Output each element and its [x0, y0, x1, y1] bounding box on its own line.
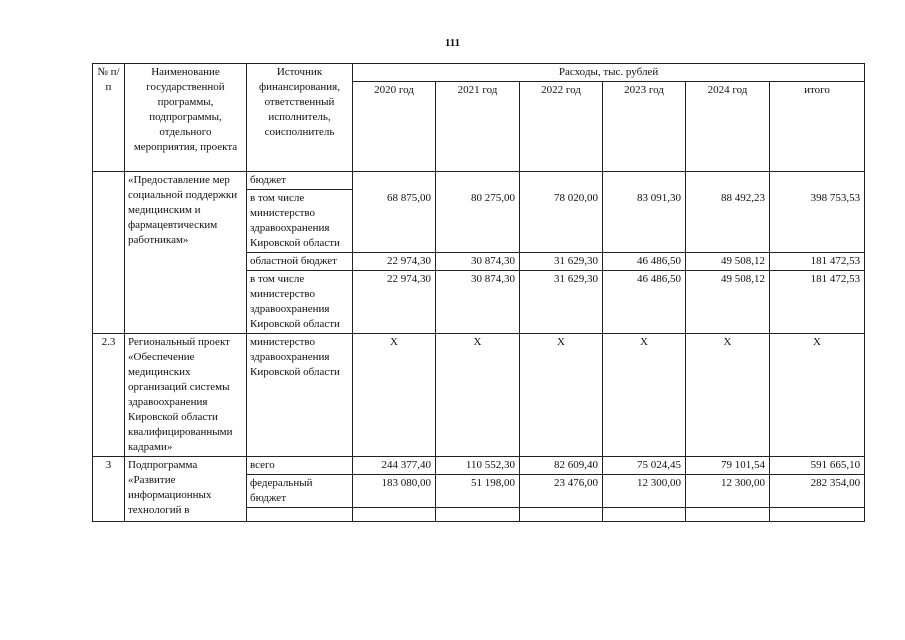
value-2022	[520, 172, 603, 190]
table-row	[93, 334, 865, 457]
value-2022: 23 476,00	[520, 475, 603, 508]
value-2021: 51 198,00	[436, 475, 520, 508]
value-2024: 49 508,12	[686, 253, 770, 271]
value-2024: 49 508,12	[686, 271, 770, 334]
value-total: 282 354,00	[770, 475, 865, 508]
row-number: 2.3	[93, 334, 125, 457]
value-2021	[436, 508, 520, 522]
measure-name: Подпрограмма «Развитие информационных технологий в	[125, 457, 247, 522]
value-2020: X	[353, 334, 436, 457]
value-2020: 22 974,30	[353, 253, 436, 271]
value-2020	[353, 508, 436, 522]
table-row	[93, 457, 865, 475]
measure-name: Региональный проект «Обеспечение медицинских организаций системы здравоохранения Кировской области квалифицированными кадрами»	[125, 334, 247, 457]
value-2020	[353, 172, 436, 190]
value-total: X	[770, 334, 865, 457]
value-2022: X	[520, 334, 603, 457]
value-2024	[686, 172, 770, 190]
funding-source: областной бюджет	[247, 253, 353, 271]
header-source: Источник финансирования, ответственный исполнитель, соисполнитель	[247, 64, 353, 172]
year-header-2023: 2023 год	[603, 82, 686, 172]
year-header-2024: 2024 год	[686, 82, 770, 172]
value-2024: X	[686, 334, 770, 457]
value-total: 398 753,53	[770, 190, 865, 253]
value-2021: X	[436, 334, 520, 457]
header-expenses: Расходы, тыс. рублей	[353, 64, 865, 82]
row-number	[93, 271, 125, 334]
value-total: 591 665,10	[770, 457, 865, 475]
funding-source	[247, 508, 353, 522]
row-number	[93, 172, 125, 190]
value-2023	[603, 508, 686, 522]
row-number	[93, 190, 125, 253]
value-2021: 110 552,30	[436, 457, 520, 475]
value-2023: X	[603, 334, 686, 457]
value-2020: 183 080,00	[353, 475, 436, 508]
value-total	[770, 508, 865, 522]
page-number: 111	[444, 37, 461, 49]
value-2020: 68 875,00	[353, 190, 436, 253]
budget-table	[92, 63, 865, 522]
value-total: 181 472,53	[770, 253, 865, 271]
funding-source: федеральный бюджет	[247, 475, 353, 508]
value-2024: 88 492,23	[686, 190, 770, 253]
value-2021: 30 874,30	[436, 271, 520, 334]
value-2022: 31 629,30	[520, 271, 603, 334]
value-total	[770, 172, 865, 190]
funding-source: всего	[247, 457, 353, 475]
value-2021: 80 275,00	[436, 190, 520, 253]
funding-source: в том числе министерство здравоохранения Кировской области	[247, 271, 353, 334]
value-2024	[686, 508, 770, 522]
value-2023: 12 300,00	[603, 475, 686, 508]
value-2020: 22 974,30	[353, 271, 436, 334]
row-number	[93, 253, 125, 271]
value-2022	[520, 508, 603, 522]
value-2023: 75 024,45	[603, 457, 686, 475]
value-2024: 79 101,54	[686, 457, 770, 475]
value-2022: 31 629,30	[520, 253, 603, 271]
value-2021: 30 874,30	[436, 253, 520, 271]
value-total: 181 472,53	[770, 271, 865, 334]
table-row	[93, 172, 865, 190]
value-2023: 83 091,30	[603, 190, 686, 253]
year-header-2020: 2020 год	[353, 82, 436, 172]
header-no: № п/п	[93, 64, 125, 172]
measure-name: «Предоставление мер социальной поддержки медицинским и фармацевтическим работникам»	[125, 172, 247, 334]
value-2022: 82 609,40	[520, 457, 603, 475]
header-row	[93, 64, 865, 82]
value-2020: 244 377,40	[353, 457, 436, 475]
value-2023: 46 486,50	[603, 253, 686, 271]
value-2023: 46 486,50	[603, 271, 686, 334]
header-name: Наименование государственной программы, подпрограммы, отдельного мероприятия, проекта	[125, 64, 247, 172]
funding-source: министерство здравоохранения Кировской области	[247, 334, 353, 457]
value-2021	[436, 172, 520, 190]
row-number: 3	[93, 457, 125, 522]
funding-source: в том числе министерство здравоохранения Кировской области	[247, 190, 353, 253]
year-header-2022: 2022 год	[520, 82, 603, 172]
year-header-total: итого	[770, 82, 865, 172]
value-2022: 78 020,00	[520, 190, 603, 253]
funding-source: бюджет	[247, 172, 353, 190]
year-header-2021: 2021 год	[436, 82, 520, 172]
value-2023	[603, 172, 686, 190]
value-2024: 12 300,00	[686, 475, 770, 508]
